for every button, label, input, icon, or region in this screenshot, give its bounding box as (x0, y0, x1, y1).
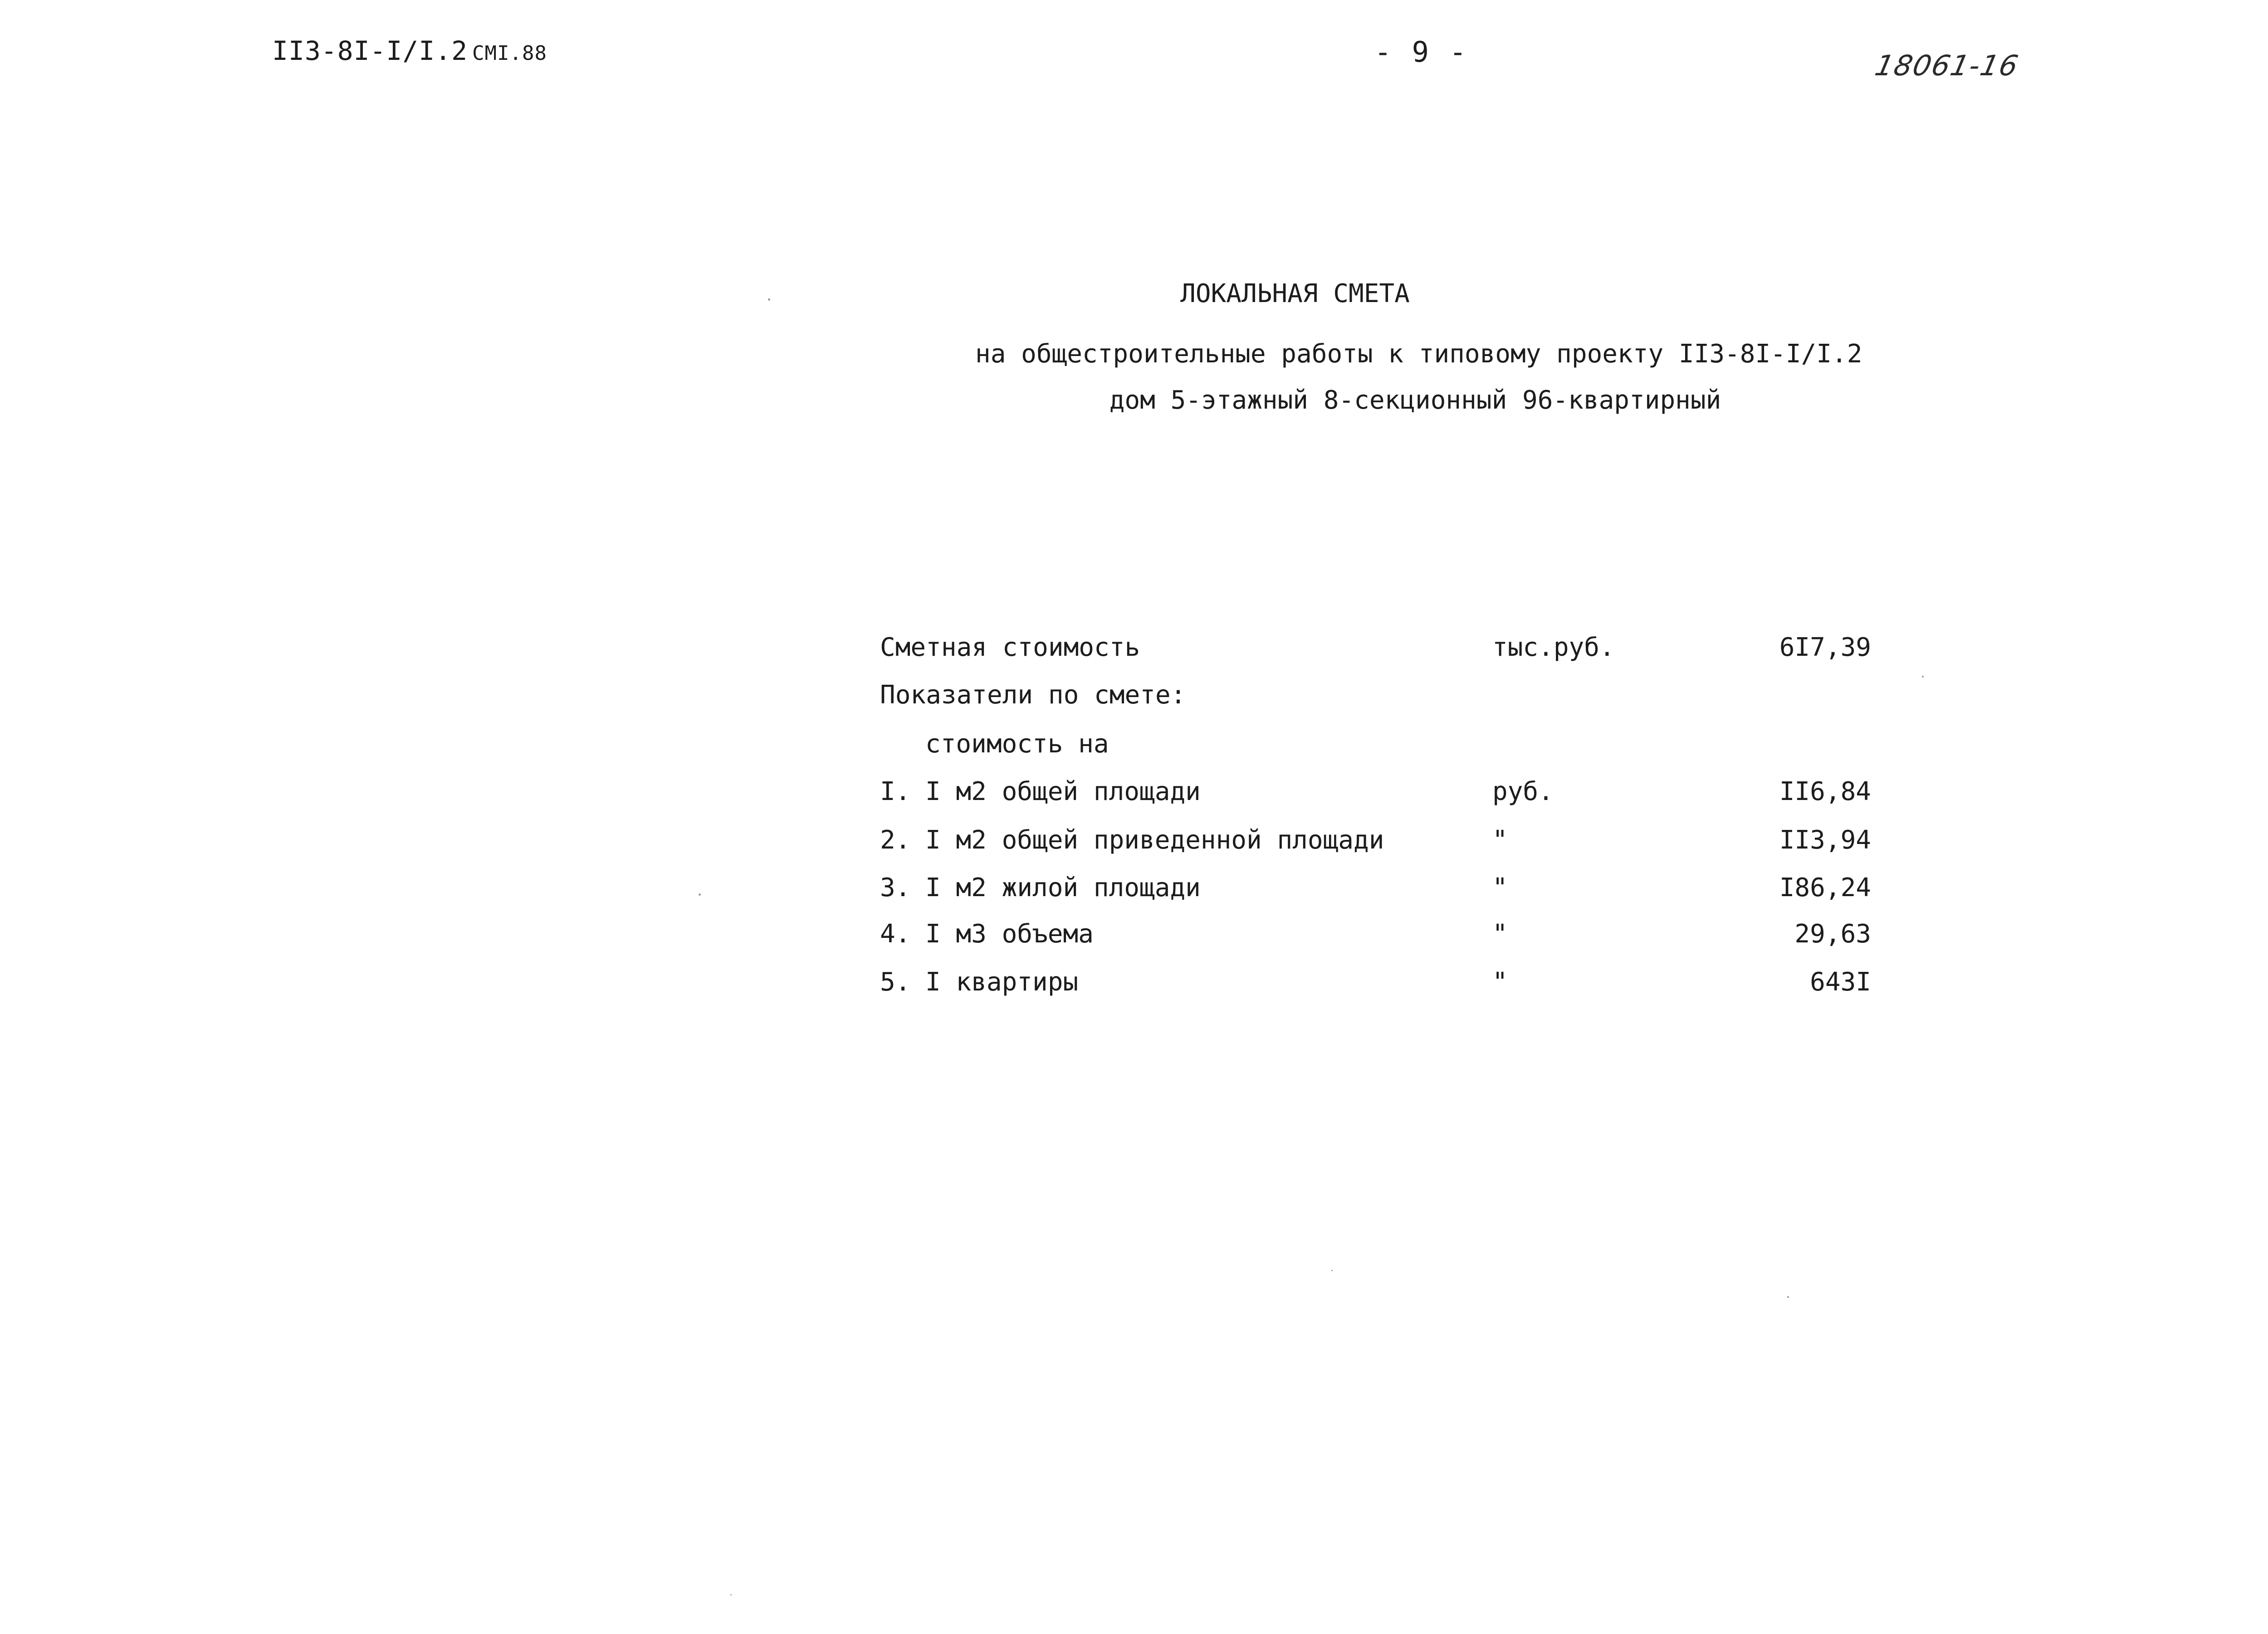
indicators-row (0, 680, 2268, 721)
scan-speck (1922, 676, 1924, 678)
item-value: II3,94 (1779, 825, 1871, 855)
cost-per-label: стоимость на (925, 729, 1109, 759)
archive-number: 18061-16 (1872, 49, 2022, 82)
page-number: - 9 - (1374, 35, 1468, 68)
item-number: I. (880, 777, 911, 806)
item-unit: руб. (1492, 777, 1554, 806)
item-label: I м3 объема (925, 919, 1094, 949)
total-cost-row (0, 633, 2268, 673)
scan-speck (699, 893, 701, 896)
table-row (0, 873, 2268, 914)
item-unit: " (1492, 873, 1508, 902)
cost-per-row (0, 729, 2268, 770)
item-label: I м2 жилой площади (925, 873, 1201, 902)
table-row (0, 967, 2268, 1008)
table-row (0, 825, 2268, 866)
item-label: I квартиры (925, 967, 1079, 997)
estimate-subtitle: на общестроительные работы к типовому проекту II3-8I-I/I.2 (975, 339, 1862, 369)
total-cost-unit: тыс.руб. (1492, 633, 1615, 662)
table-row (0, 919, 2268, 960)
item-unit: " (1492, 919, 1508, 949)
item-value: I86,24 (1779, 873, 1871, 902)
item-number: 5. (880, 967, 911, 997)
item-number: 2. (880, 825, 911, 855)
item-value: 643I (1810, 967, 1871, 997)
item-number: 4. (880, 919, 911, 949)
total-cost-value: 6I7,39 (1779, 633, 1871, 662)
document-code-suffix: CMI.88 (472, 42, 547, 65)
indicators-label: Показатели по смете: (880, 680, 1186, 710)
item-value: 29,63 (1794, 919, 1871, 949)
item-label: I м2 общей приведенной площади (925, 825, 1384, 855)
item-number: 3. (880, 873, 911, 902)
item-unit: " (1492, 825, 1508, 855)
scan-speck (1331, 1270, 1333, 1271)
item-label: I м2 общей площади (925, 777, 1201, 806)
item-unit: " (1492, 967, 1508, 997)
total-cost-label: Сметная стоимость (880, 633, 1140, 662)
document-code (272, 35, 547, 66)
item-value: II6,84 (1779, 777, 1871, 806)
scan-speck (1787, 1296, 1789, 1298)
building-description: дом 5-этажный 8-секционный 96-квартирный (1109, 385, 1721, 415)
scan-speck (768, 298, 770, 301)
scan-speck (730, 1594, 732, 1595)
document-code-main: II3-8I-I/I.2 (272, 35, 468, 66)
estimate-heading: ЛОКАЛЬНАЯ СМЕТА (1180, 279, 1410, 308)
table-row (0, 777, 2268, 818)
